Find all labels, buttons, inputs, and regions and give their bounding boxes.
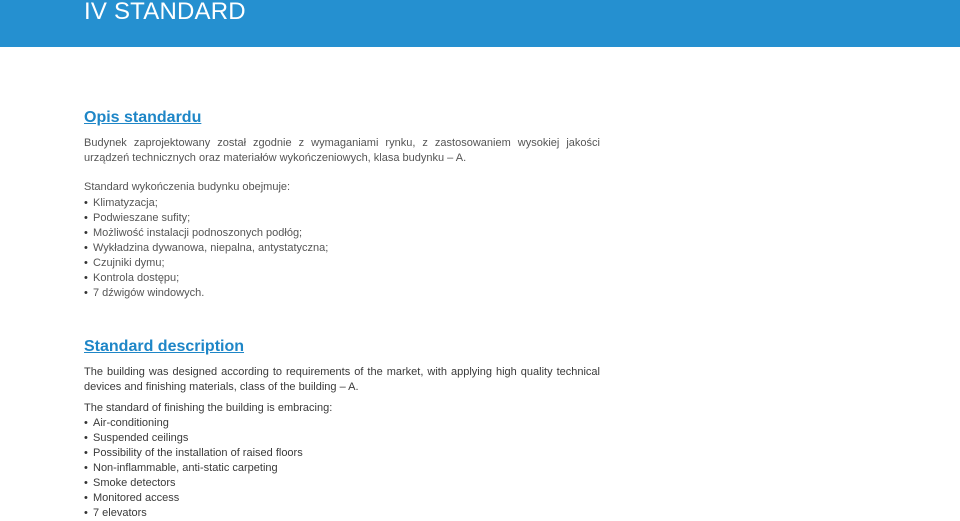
list-item: • Możliwość instalacji podnoszonych podłóg; — [84, 226, 600, 241]
list-polish — [84, 196, 600, 301]
header-bar — [0, 0, 960, 47]
list-item: • Suspended ceilings — [84, 431, 600, 446]
list-item: • Air-conditioning — [84, 416, 600, 431]
list-item: • 7 dźwigów windowych. — [84, 286, 600, 301]
section-title-english: Standard description — [84, 338, 245, 355]
list-item: • Possibility of the installation of raised floors — [84, 446, 600, 461]
list-item: • Monitored access — [84, 491, 600, 506]
list-item: • Wykładzina dywanowa, niepalna, antystatyczna; — [84, 241, 600, 256]
list-english — [84, 416, 600, 521]
paragraph-polish: Budynek zaprojektowany został zgodnie z wymaganiami rynku, z zastosowaniem wysokiej jakości urządzeń technicznych oraz materiałów wykończeniowych, klasa budynku – A. — [84, 137, 600, 164]
list-intro-polish: Standard wykończenia budynku obejmuje: — [84, 181, 291, 193]
section-title-polish: Opis standardu — [84, 109, 202, 126]
list-item: • 7 elevators — [84, 506, 600, 521]
paragraph-english: The building was designed according to requirements of the market, with applying high quality technical devices and finishing materials, class of the building – A. — [84, 366, 600, 393]
list-item: • Kontrola dostępu; — [84, 271, 600, 286]
section-english — [84, 337, 600, 521]
list-intro-english: The standard of finishing the building is embracing: — [84, 402, 333, 414]
page-title: IV STANDARD — [84, 0, 246, 25]
list-item: • Klimatyzacja; — [84, 196, 600, 211]
list-item: • Czujniki dymu; — [84, 256, 600, 271]
list-item: • Podwieszane sufity; — [84, 211, 600, 226]
section-polish — [84, 108, 600, 301]
list-item: • Smoke detectors — [84, 476, 600, 491]
list-item: • Non-inflammable, anti-static carpeting — [84, 461, 600, 476]
